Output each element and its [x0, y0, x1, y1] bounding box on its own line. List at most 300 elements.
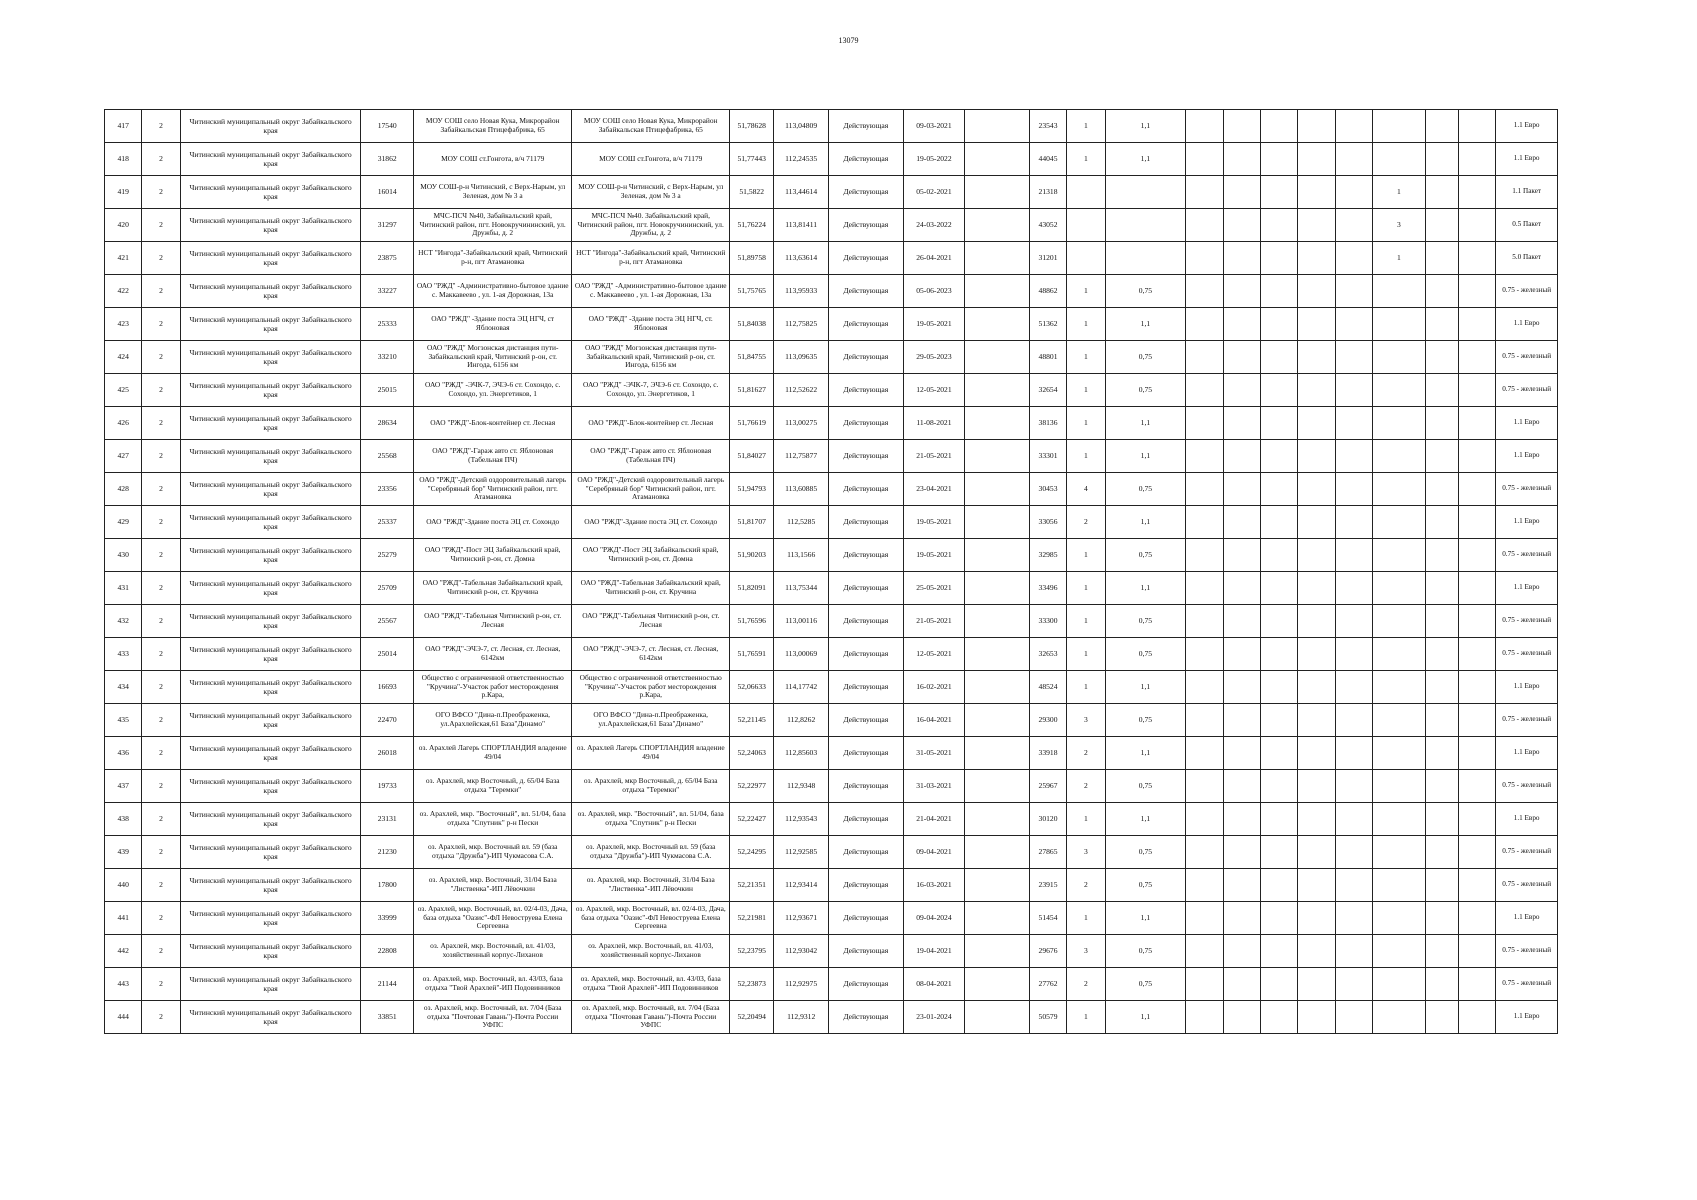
cell-municipality-text: Читинский муниципальный округ Забайкальского края: [189, 248, 352, 267]
table-row: [105, 341, 1558, 374]
cell-site-id: [361, 374, 414, 407]
cell-empty: [1458, 935, 1495, 968]
cell-registry-number: [1029, 770, 1066, 803]
cell-row-number: [105, 638, 142, 671]
cell-empty: [1223, 638, 1260, 671]
cell-site-id: [361, 176, 414, 209]
cell-address-text: оз. Арахлей Лагерь СПОРТЛАНДИЯ владение 49/04: [418, 744, 567, 761]
cell-latitude-text: 51,84038: [737, 319, 766, 329]
cell-municipality: [180, 110, 361, 143]
cell-row-number-text: 419: [117, 187, 129, 197]
cell-date-text: 23-01-2024: [916, 1012, 952, 1022]
cell-container-type: [1496, 605, 1558, 638]
cell-longitude: [774, 836, 829, 869]
cell-district-text: 2: [159, 1012, 163, 1022]
cell-district-text: 2: [159, 781, 163, 791]
cell-municipality-text: Читинский муниципальный округ Забайкальского края: [189, 875, 352, 894]
cell-source-address: [572, 143, 730, 176]
cell-registry-number-text: 27865: [1038, 847, 1058, 857]
cell-registry-number: [1029, 374, 1066, 407]
cell-empty: [1425, 935, 1458, 968]
table-row: [105, 671, 1558, 704]
cell-address-text: ОАО "РЖД" -Здание поста ЭЦ НГЧ, ст Яблоновая: [431, 315, 555, 332]
cell-container-volume-text: 0,75: [1138, 946, 1153, 956]
cell-container-volume-text: 1,1: [1140, 154, 1151, 164]
cell-empty: [1186, 110, 1223, 143]
cell-source-address: [572, 836, 730, 869]
cell-municipality: [180, 374, 361, 407]
cell-container-volume: [1105, 1001, 1186, 1034]
cell-longitude-text: 113,00116: [785, 616, 818, 626]
cell-latitude: [729, 737, 773, 770]
cell-empty: [1425, 539, 1458, 572]
cell-source-address: [572, 110, 730, 143]
cell-registry-number-text: 51362: [1038, 319, 1058, 329]
table-row: [105, 374, 1558, 407]
table-row: [105, 803, 1558, 836]
cell-empty: [1335, 209, 1372, 242]
cell-empty: [1425, 803, 1458, 836]
cell-empty: [965, 1001, 1030, 1034]
cell-row-number-text: 421: [117, 253, 129, 263]
cell-address: [413, 440, 572, 473]
cell-site-id: [361, 935, 414, 968]
cell-empty: [1261, 473, 1298, 506]
cell-container-volume: [1105, 836, 1186, 869]
cell-status-text: Действующая: [843, 880, 889, 890]
cell-container-count-text: 4: [1083, 484, 1088, 494]
cell-district: [142, 968, 180, 1001]
cell-latitude-text: 51,84755: [737, 352, 766, 362]
cell-longitude-text: 112,8262: [787, 715, 816, 725]
cell-address: [413, 671, 572, 704]
cell-row-number: [105, 242, 142, 275]
cell-longitude-text: 113,60885: [785, 484, 818, 494]
cell-status: [828, 407, 903, 440]
cell-site-id-text: 25015: [377, 385, 397, 395]
cell-empty: [1335, 704, 1372, 737]
cell-container-type-text: 1.1 Евро: [1513, 121, 1540, 130]
cell-container-type-text: 1.1 Евро: [1513, 583, 1540, 592]
cell-bag-count: [1373, 374, 1426, 407]
cell-empty: [1261, 407, 1298, 440]
cell-municipality-text: Читинский муниципальный округ Забайкальского края: [189, 281, 352, 300]
cell-status: [828, 209, 903, 242]
cell-bag-count: [1373, 275, 1426, 308]
cell-municipality: [180, 506, 361, 539]
cell-container-count: [1067, 671, 1105, 704]
cell-empty: [1186, 506, 1223, 539]
cell-address: [413, 308, 572, 341]
cell-empty: [965, 572, 1030, 605]
cell-source-address: [572, 506, 730, 539]
cell-empty: [1186, 671, 1223, 704]
cell-container-volume-text: 1,1: [1140, 913, 1151, 923]
cell-site-id: [361, 110, 414, 143]
cell-latitude: [729, 638, 773, 671]
cell-empty: [1335, 671, 1372, 704]
cell-container-type: [1496, 803, 1558, 836]
cell-address: [413, 110, 572, 143]
cell-district-text: 2: [159, 649, 163, 659]
cell-status-text: Действующая: [843, 847, 889, 857]
cell-registry-number: [1029, 308, 1066, 341]
cell-empty: [1298, 968, 1335, 1001]
cell-container-count: [1067, 605, 1105, 638]
cell-empty: [1298, 374, 1335, 407]
cell-district: [142, 473, 180, 506]
cell-container-type: [1496, 374, 1558, 407]
cell-empty: [1223, 539, 1260, 572]
cell-latitude: [729, 440, 773, 473]
cell-latitude-text: 51,84027: [737, 451, 766, 461]
cell-empty: [1335, 935, 1372, 968]
cell-container-count: [1067, 506, 1105, 539]
cell-date: [903, 638, 965, 671]
cell-empty: [1458, 341, 1495, 374]
cell-source-address: [572, 1001, 730, 1034]
cell-row-number-text: 430: [117, 550, 129, 560]
cell-latitude-text: 51,76224: [737, 220, 766, 230]
cell-registry-number-text: 33301: [1038, 451, 1058, 461]
cell-empty: [1298, 572, 1335, 605]
cell-status-text: Действующая: [843, 418, 889, 428]
cell-bag-count: [1373, 110, 1426, 143]
cell-empty: [1261, 572, 1298, 605]
cell-empty: [1425, 671, 1458, 704]
cell-container-type-text: 0.75 - железный: [1502, 352, 1552, 361]
cell-bag-count: [1373, 506, 1426, 539]
cell-empty: [1261, 803, 1298, 836]
cell-municipality-text: Читинский муниципальный округ Забайкальского края: [189, 149, 352, 168]
cell-container-volume-text: 0,75: [1138, 616, 1153, 626]
cell-empty: [1186, 803, 1223, 836]
cell-latitude: [729, 275, 773, 308]
cell-latitude-text: 51,81627: [737, 385, 766, 395]
cell-container-type-text: 5.0 Пакет: [1512, 253, 1542, 262]
cell-municipality-text: Читинский муниципальный округ Забайкальского края: [189, 710, 352, 729]
cell-container-volume: [1105, 110, 1186, 143]
cell-address-text: ОАО "РЖД"-Пост ЭЦ Забайкальский край, Читинский р-он, ст. Домна: [424, 546, 561, 563]
cell-row-number-text: 424: [117, 352, 129, 362]
cell-municipality-text: Читинский муниципальный округ Забайкальского края: [189, 1007, 352, 1026]
cell-empty: [1223, 341, 1260, 374]
cell-date-text: 31-03-2021: [916, 781, 952, 791]
cell-longitude: [774, 1001, 829, 1034]
cell-container-count: [1067, 539, 1105, 572]
cell-municipality: [180, 737, 361, 770]
table-row: [105, 968, 1558, 1001]
cell-longitude: [774, 968, 829, 1001]
cell-municipality: [180, 1001, 361, 1034]
cell-empty: [1335, 341, 1372, 374]
cell-registry-number-text: 32985: [1038, 550, 1058, 560]
cell-district: [142, 869, 180, 902]
cell-status: [828, 572, 903, 605]
cell-address-text: ОАО "РЖД"-Блок-контейнер ст. Лесная: [430, 418, 556, 427]
cell-municipality-text: Читинский муниципальный округ Забайкальского края: [189, 809, 352, 828]
cell-municipality-text: Читинский муниципальный округ Забайкальского края: [189, 545, 352, 564]
cell-latitude: [729, 143, 773, 176]
cell-district-text: 2: [159, 121, 163, 131]
cell-longitude-text: 112,92585: [785, 847, 818, 857]
cell-site-id-text: 16014: [377, 187, 397, 197]
cell-latitude-text: 51,5822: [739, 187, 765, 197]
cell-registry-number-text: 38136: [1038, 418, 1058, 428]
cell-row-number: [105, 407, 142, 440]
cell-empty: [1261, 935, 1298, 968]
cell-municipality-text: Читинский муниципальный округ Забайкальского края: [189, 842, 352, 861]
cell-empty: [1298, 869, 1335, 902]
cell-longitude: [774, 869, 829, 902]
cell-source-address-text: оз. Арахлей, мкр. Восточный, 31/04 База "Лиственка"-ИП Лёвочкин: [586, 876, 715, 893]
cell-empty: [1223, 506, 1260, 539]
cell-municipality: [180, 902, 361, 935]
cell-site-id-text: 17800: [377, 880, 397, 890]
cell-container-type: [1496, 1001, 1558, 1034]
cell-status: [828, 704, 903, 737]
cell-address: [413, 704, 572, 737]
cell-registry-number-text: 48862: [1038, 286, 1058, 296]
cell-status-text: Действующая: [843, 451, 889, 461]
cell-empty: [1335, 836, 1372, 869]
cell-empty: [1223, 770, 1260, 803]
cell-latitude: [729, 308, 773, 341]
cell-bag-count: [1373, 209, 1426, 242]
cell-status: [828, 275, 903, 308]
cell-date-text: 16-03-2021: [916, 880, 952, 890]
cell-empty: [1458, 737, 1495, 770]
cell-district-text: 2: [159, 946, 163, 956]
cell-empty: [1186, 869, 1223, 902]
cell-empty: [1186, 374, 1223, 407]
cell-date: [903, 440, 965, 473]
cell-container-volume: [1105, 638, 1186, 671]
cell-empty: [965, 242, 1030, 275]
cell-container-volume: [1105, 572, 1186, 605]
cell-latitude-text: 52,21351: [737, 880, 766, 890]
cell-district: [142, 704, 180, 737]
cell-latitude: [729, 869, 773, 902]
cell-address-text: ОАО "РЖД" -ЭЧК-7, ЭЧЭ-6 ст. Сохондо, с. Сохондо, ул. Энергетиков, 1: [424, 381, 561, 398]
cell-bag-count: [1373, 902, 1426, 935]
cell-row-number-text: 431: [117, 583, 129, 593]
cell-date-text: 26-04-2021: [916, 253, 952, 263]
cell-registry-number: [1029, 209, 1066, 242]
cell-container-count: [1067, 869, 1105, 902]
cell-date-text: 16-02-2021: [916, 682, 952, 692]
cell-date-text: 19-05-2021: [916, 517, 952, 527]
cell-container-volume-text: 0,75: [1138, 847, 1153, 857]
cell-latitude-text: 52,24295: [737, 847, 766, 857]
cell-status: [828, 968, 903, 1001]
cell-empty: [1335, 1001, 1372, 1034]
cell-site-id: [361, 803, 414, 836]
cell-row-number-text: 423: [117, 319, 129, 329]
cell-container-volume: [1105, 671, 1186, 704]
cell-bag-count: [1373, 869, 1426, 902]
cell-bag-count-text: 1: [1396, 187, 1401, 197]
cell-latitude-text: 51,75765: [737, 286, 766, 296]
cell-empty: [1261, 275, 1298, 308]
cell-bag-count: [1373, 407, 1426, 440]
page-number: 13079: [838, 36, 859, 45]
cell-source-address-text: МЧС-ПСЧ №40. Забайкальский край, Читинский район, пгт. Новокручининский, ул. Дружбы, д. 2: [577, 212, 724, 238]
cell-row-number: [105, 869, 142, 902]
cell-bag-count: [1373, 836, 1426, 869]
cell-date: [903, 770, 965, 803]
cell-row-number: [105, 671, 142, 704]
cell-address: [413, 803, 572, 836]
cell-district: [142, 209, 180, 242]
cell-address: [413, 605, 572, 638]
cell-date-text: 12-05-2021: [916, 649, 952, 659]
table-row: [105, 308, 1558, 341]
cell-empty: [1186, 638, 1223, 671]
cell-status-text: Действующая: [843, 913, 889, 923]
cell-empty: [965, 869, 1030, 902]
cell-row-number-text: 438: [117, 814, 129, 824]
cell-container-volume-text: 0,75: [1138, 781, 1153, 791]
cell-longitude: [774, 704, 829, 737]
cell-district-text: 2: [159, 583, 163, 593]
cell-longitude: [774, 374, 829, 407]
cell-site-id: [361, 737, 414, 770]
cell-longitude: [774, 539, 829, 572]
cell-empty: [1261, 209, 1298, 242]
cell-date: [903, 176, 965, 209]
cell-site-id-text: 21230: [377, 847, 397, 857]
cell-address-text: оз. Арахлей, мкр. Восточный, вл. 43/03, база отдыха "Твой Арахлей"-ИП Подовинников: [422, 975, 563, 992]
cell-container-type-text: 0.75 - железный: [1502, 781, 1552, 790]
cell-date: [903, 242, 965, 275]
cell-container-volume: [1105, 275, 1186, 308]
cell-empty: [1261, 539, 1298, 572]
cell-empty: [1223, 902, 1260, 935]
cell-empty: [1223, 968, 1260, 1001]
cell-row-number-text: 420: [117, 220, 129, 230]
cell-site-id-text: 25709: [377, 583, 397, 593]
cell-status: [828, 935, 903, 968]
cell-empty: [1298, 308, 1335, 341]
cell-row-number: [105, 803, 142, 836]
cell-empty: [965, 605, 1030, 638]
cell-municipality-text: Читинский муниципальный округ Забайкальского края: [189, 908, 352, 927]
cell-container-volume-text: 1,1: [1140, 814, 1151, 824]
cell-date: [903, 275, 965, 308]
cell-district: [142, 539, 180, 572]
cell-address: [413, 935, 572, 968]
cell-row-number: [105, 308, 142, 341]
table-row: [105, 902, 1558, 935]
cell-status: [828, 605, 903, 638]
cell-container-type: [1496, 968, 1558, 1001]
cell-empty: [1223, 803, 1260, 836]
cell-container-volume-text: 1,1: [1140, 319, 1151, 329]
cell-status: [828, 176, 903, 209]
table-row: [105, 506, 1558, 539]
cell-container-type-text: 1.1 Евро: [1513, 517, 1540, 526]
cell-address: [413, 209, 572, 242]
cell-registry-number: [1029, 143, 1066, 176]
cell-bag-count: [1373, 242, 1426, 275]
cell-date: [903, 935, 965, 968]
cell-source-address-text: ОАО "РЖД"-Здание поста ЭЦ ст. Сохондо: [584, 517, 718, 526]
cell-container-type: [1496, 935, 1558, 968]
cell-container-type: [1496, 506, 1558, 539]
cell-latitude-text: 51,94793: [737, 484, 766, 494]
cell-latitude: [729, 770, 773, 803]
cell-empty: [1458, 572, 1495, 605]
cell-container-type: [1496, 473, 1558, 506]
cell-district-text: 2: [159, 187, 163, 197]
cell-empty: [965, 143, 1030, 176]
cell-district-text: 2: [159, 979, 163, 989]
cell-source-address-text: оз. Арахлей, мкр Восточный, д. 65/04 База отдыха "Теремки": [583, 777, 718, 794]
cell-site-id-text: 21144: [377, 979, 397, 989]
cell-site-id-text: 25337: [377, 517, 397, 527]
cell-container-type-text: 0.75 - железный: [1502, 616, 1552, 625]
cell-status-text: Действующая: [843, 583, 889, 593]
cell-longitude: [774, 737, 829, 770]
cell-empty: [1261, 770, 1298, 803]
cell-date: [903, 539, 965, 572]
cell-municipality: [180, 572, 361, 605]
cell-status-text: Действующая: [843, 385, 889, 395]
cell-container-volume: [1105, 803, 1186, 836]
cell-row-number: [105, 902, 142, 935]
cell-status: [828, 869, 903, 902]
table-row: [105, 242, 1558, 275]
cell-site-id-text: 28634: [377, 418, 397, 428]
cell-municipality-text: Читинский муниципальный округ Забайкальского края: [189, 974, 352, 993]
cell-empty: [1335, 869, 1372, 902]
cell-latitude: [729, 374, 773, 407]
cell-longitude-text: 113,00069: [785, 649, 818, 659]
cell-container-count: [1067, 968, 1105, 1001]
cell-container-type: [1496, 440, 1558, 473]
cell-municipality-text: Читинский муниципальный округ Забайкальского края: [189, 941, 352, 960]
cell-registry-number: [1029, 275, 1066, 308]
cell-container-type: [1496, 869, 1558, 902]
cell-empty: [1223, 209, 1260, 242]
cell-latitude-text: 52,22427: [737, 814, 766, 824]
cell-latitude: [729, 506, 773, 539]
cell-container-count-text: 1: [1083, 352, 1088, 362]
cell-empty: [1223, 704, 1260, 737]
cell-status-text: Действующая: [843, 979, 889, 989]
cell-source-address: [572, 605, 730, 638]
table-row: [105, 539, 1558, 572]
cell-empty: [1298, 803, 1335, 836]
cell-empty: [965, 836, 1030, 869]
cell-registry-number: [1029, 968, 1066, 1001]
cell-longitude-text: 113,44614: [785, 187, 818, 197]
cell-empty: [965, 935, 1030, 968]
cell-row-number: [105, 968, 142, 1001]
cell-row-number-text: 435: [117, 715, 129, 725]
cell-registry-number: [1029, 242, 1066, 275]
cell-empty: [1335, 242, 1372, 275]
cell-empty: [1335, 110, 1372, 143]
cell-latitude: [729, 968, 773, 1001]
cell-container-volume: [1105, 308, 1186, 341]
cell-empty: [1186, 704, 1223, 737]
cell-date: [903, 308, 965, 341]
cell-longitude-text: 112,9348: [787, 781, 816, 791]
cell-address-text: ОАО "РЖД"-Здание поста ЭЦ ст. Сохондо: [426, 517, 560, 526]
cell-address-text: ОАО "РЖД"-Табельная Забайкальский край, Читинский р-он, ст. Кручина: [422, 579, 563, 596]
